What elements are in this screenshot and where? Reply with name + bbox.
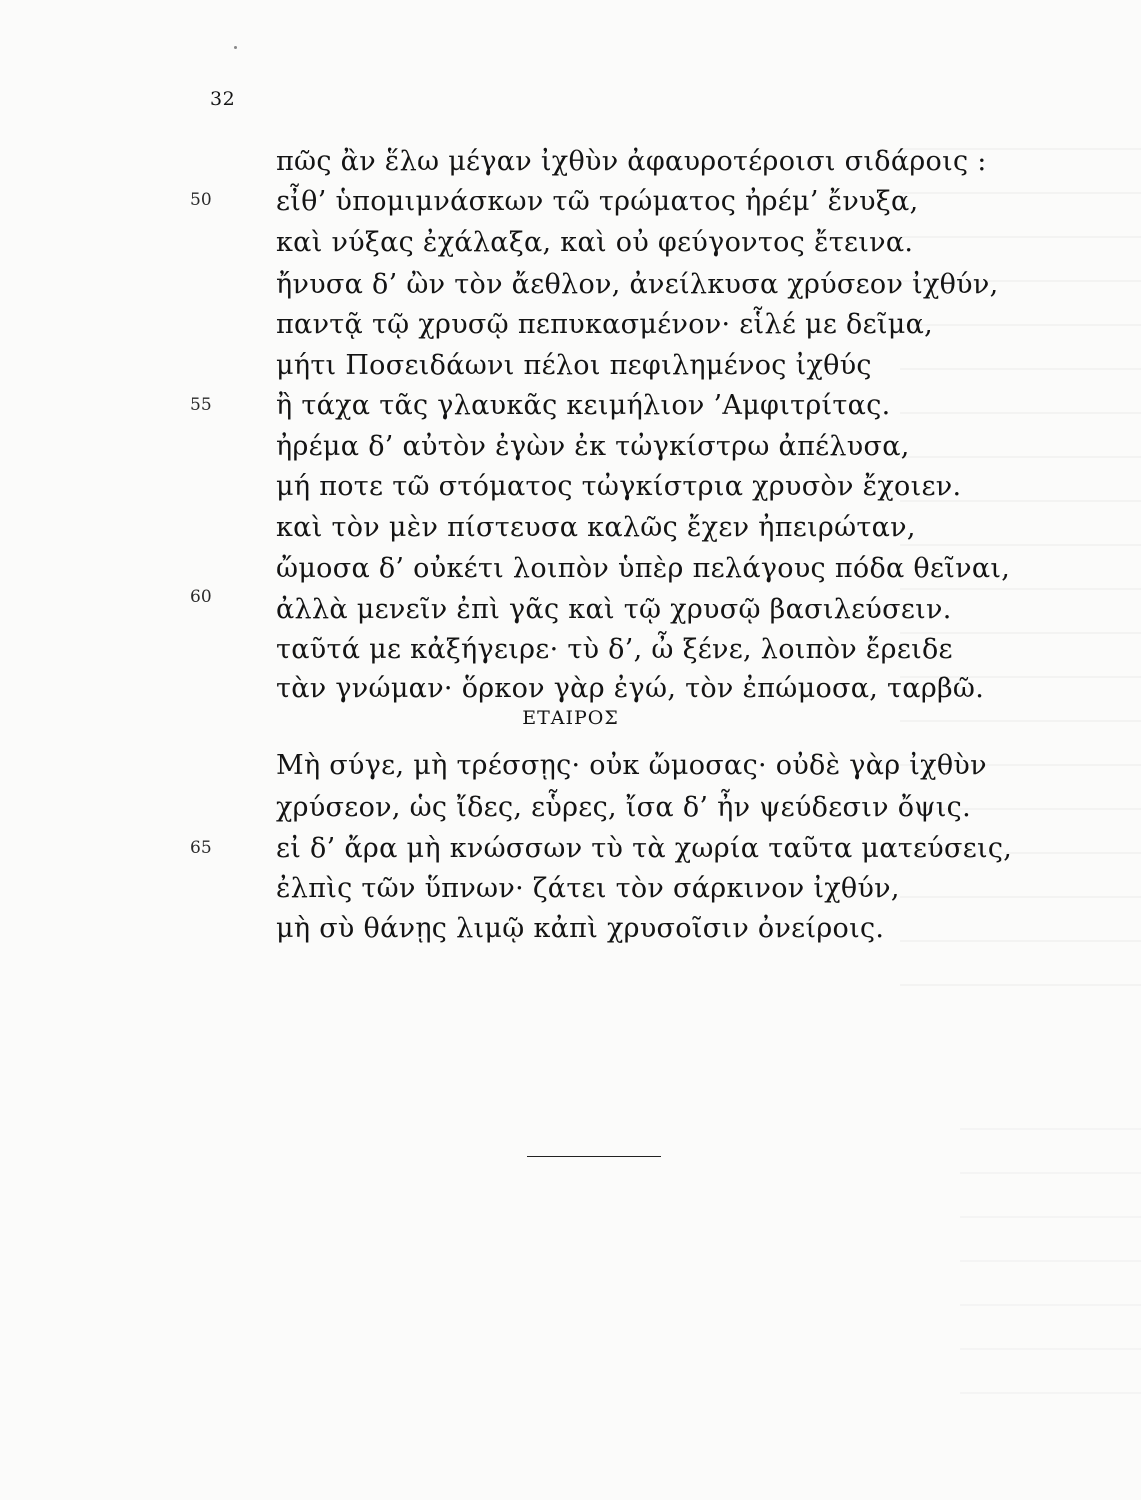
page-number: 32 [210,88,236,110]
verse-line: παντᾷ τῷ χρυσῷ πεπυκασμένον· εἷλέ με δεῖμα, [276,309,934,340]
speck [234,46,237,49]
verse-line: πῶς ἂν ἕλω μέγαν ἰχθὺν ἀφαυροτέροισι σιδάροις : [276,146,987,177]
verse-line: ἀλλὰ μενεῖν ἐπὶ γᾶς καὶ τῷ χρυσῷ βασιλεύσειν. [276,594,952,625]
line-number-50: 50 [190,190,212,210]
verse-line: Μὴ σύγε, μὴ τρέσσῃς· οὐκ ὤμοσας· οὐδὲ γὰρ ἰχθὺν [276,750,987,781]
verse-line: χρύσεον, ὡς ἴδες, εὗρες, ἴσα δ’ ἦν ψεύδεσιν ὄψις. [276,792,971,823]
verse-line: ἤνυσα δ’ ὢν τὸν ἄεθλον, ἀνείλκυσα χρύσεον ἰχθύν, [276,269,999,300]
verse-line: ἢ τάχα τᾶς γλαυκᾶς κειμήλιον ’Αμφιτρίτας. [276,390,891,421]
verse-line: ὤμοσα δ’ οὐκέτι λοιπὸν ὑπὲρ πελάγους πόδα θεῖναι, [276,553,1011,584]
verse-line: τὰν γνώμαν· ὅρκον γὰρ ἐγώ, τὸν ἐπώμοσα, ταρβῶ. [276,673,985,704]
verse-line: ἐλπὶς τῶν ὕπνων· ζάτει τὸν σάρκινον ἰχθύν, [276,873,900,904]
verse-line: ταῦτά με κἀξήγειρε· τὺ δ’, ὦ ξένε, λοιπὸν ἔρειδε [276,634,953,665]
verse-line: μὴ σὺ θάνῃς λιμῷ κἀπὶ χρυσοῖσιν ὀνείροις. [276,913,885,944]
verse-line: εἰ δ’ ἄρα μὴ κνώσσων τὺ τὰ χωρία ταῦτα ματεύσεις, [276,833,1013,864]
verse-line: ἠρέμα δ’ αὐτὸν ἐγὼν ἐκ τὠγκίστρω ἀπέλυσα, [276,431,910,462]
section-rule [527,1156,661,1157]
verse-line: καὶ νύξας ἐχάλαξα, καὶ οὐ φεύγοντος ἔτεινα. [276,227,914,258]
line-number-60: 60 [190,587,212,607]
verse-line: καὶ τὸν μὲν πίστευσα καλῶς ἔχεν ἠπειρώταν, [276,512,916,543]
bleed-through-text-lower [960,1100,1141,1400]
line-number-55: 55 [190,395,212,415]
speaker-heading: ΕΤΑΙΡΟΣ [522,707,619,729]
verse-line: εἶθ’ ὑπομιμνάσκων τῶ τρώματος ἠρέμ’ ἔνυξα, [276,186,919,217]
line-number-65: 65 [190,838,212,858]
verse-line: μή ποτε τῶ στόματος τὠγκίστρια χρυσὸν ἔχοιεν. [276,471,962,502]
verse-line: μήτι Ποσειδάωνι πέλοι πεφιλημένος ἰχθύς [276,350,872,381]
